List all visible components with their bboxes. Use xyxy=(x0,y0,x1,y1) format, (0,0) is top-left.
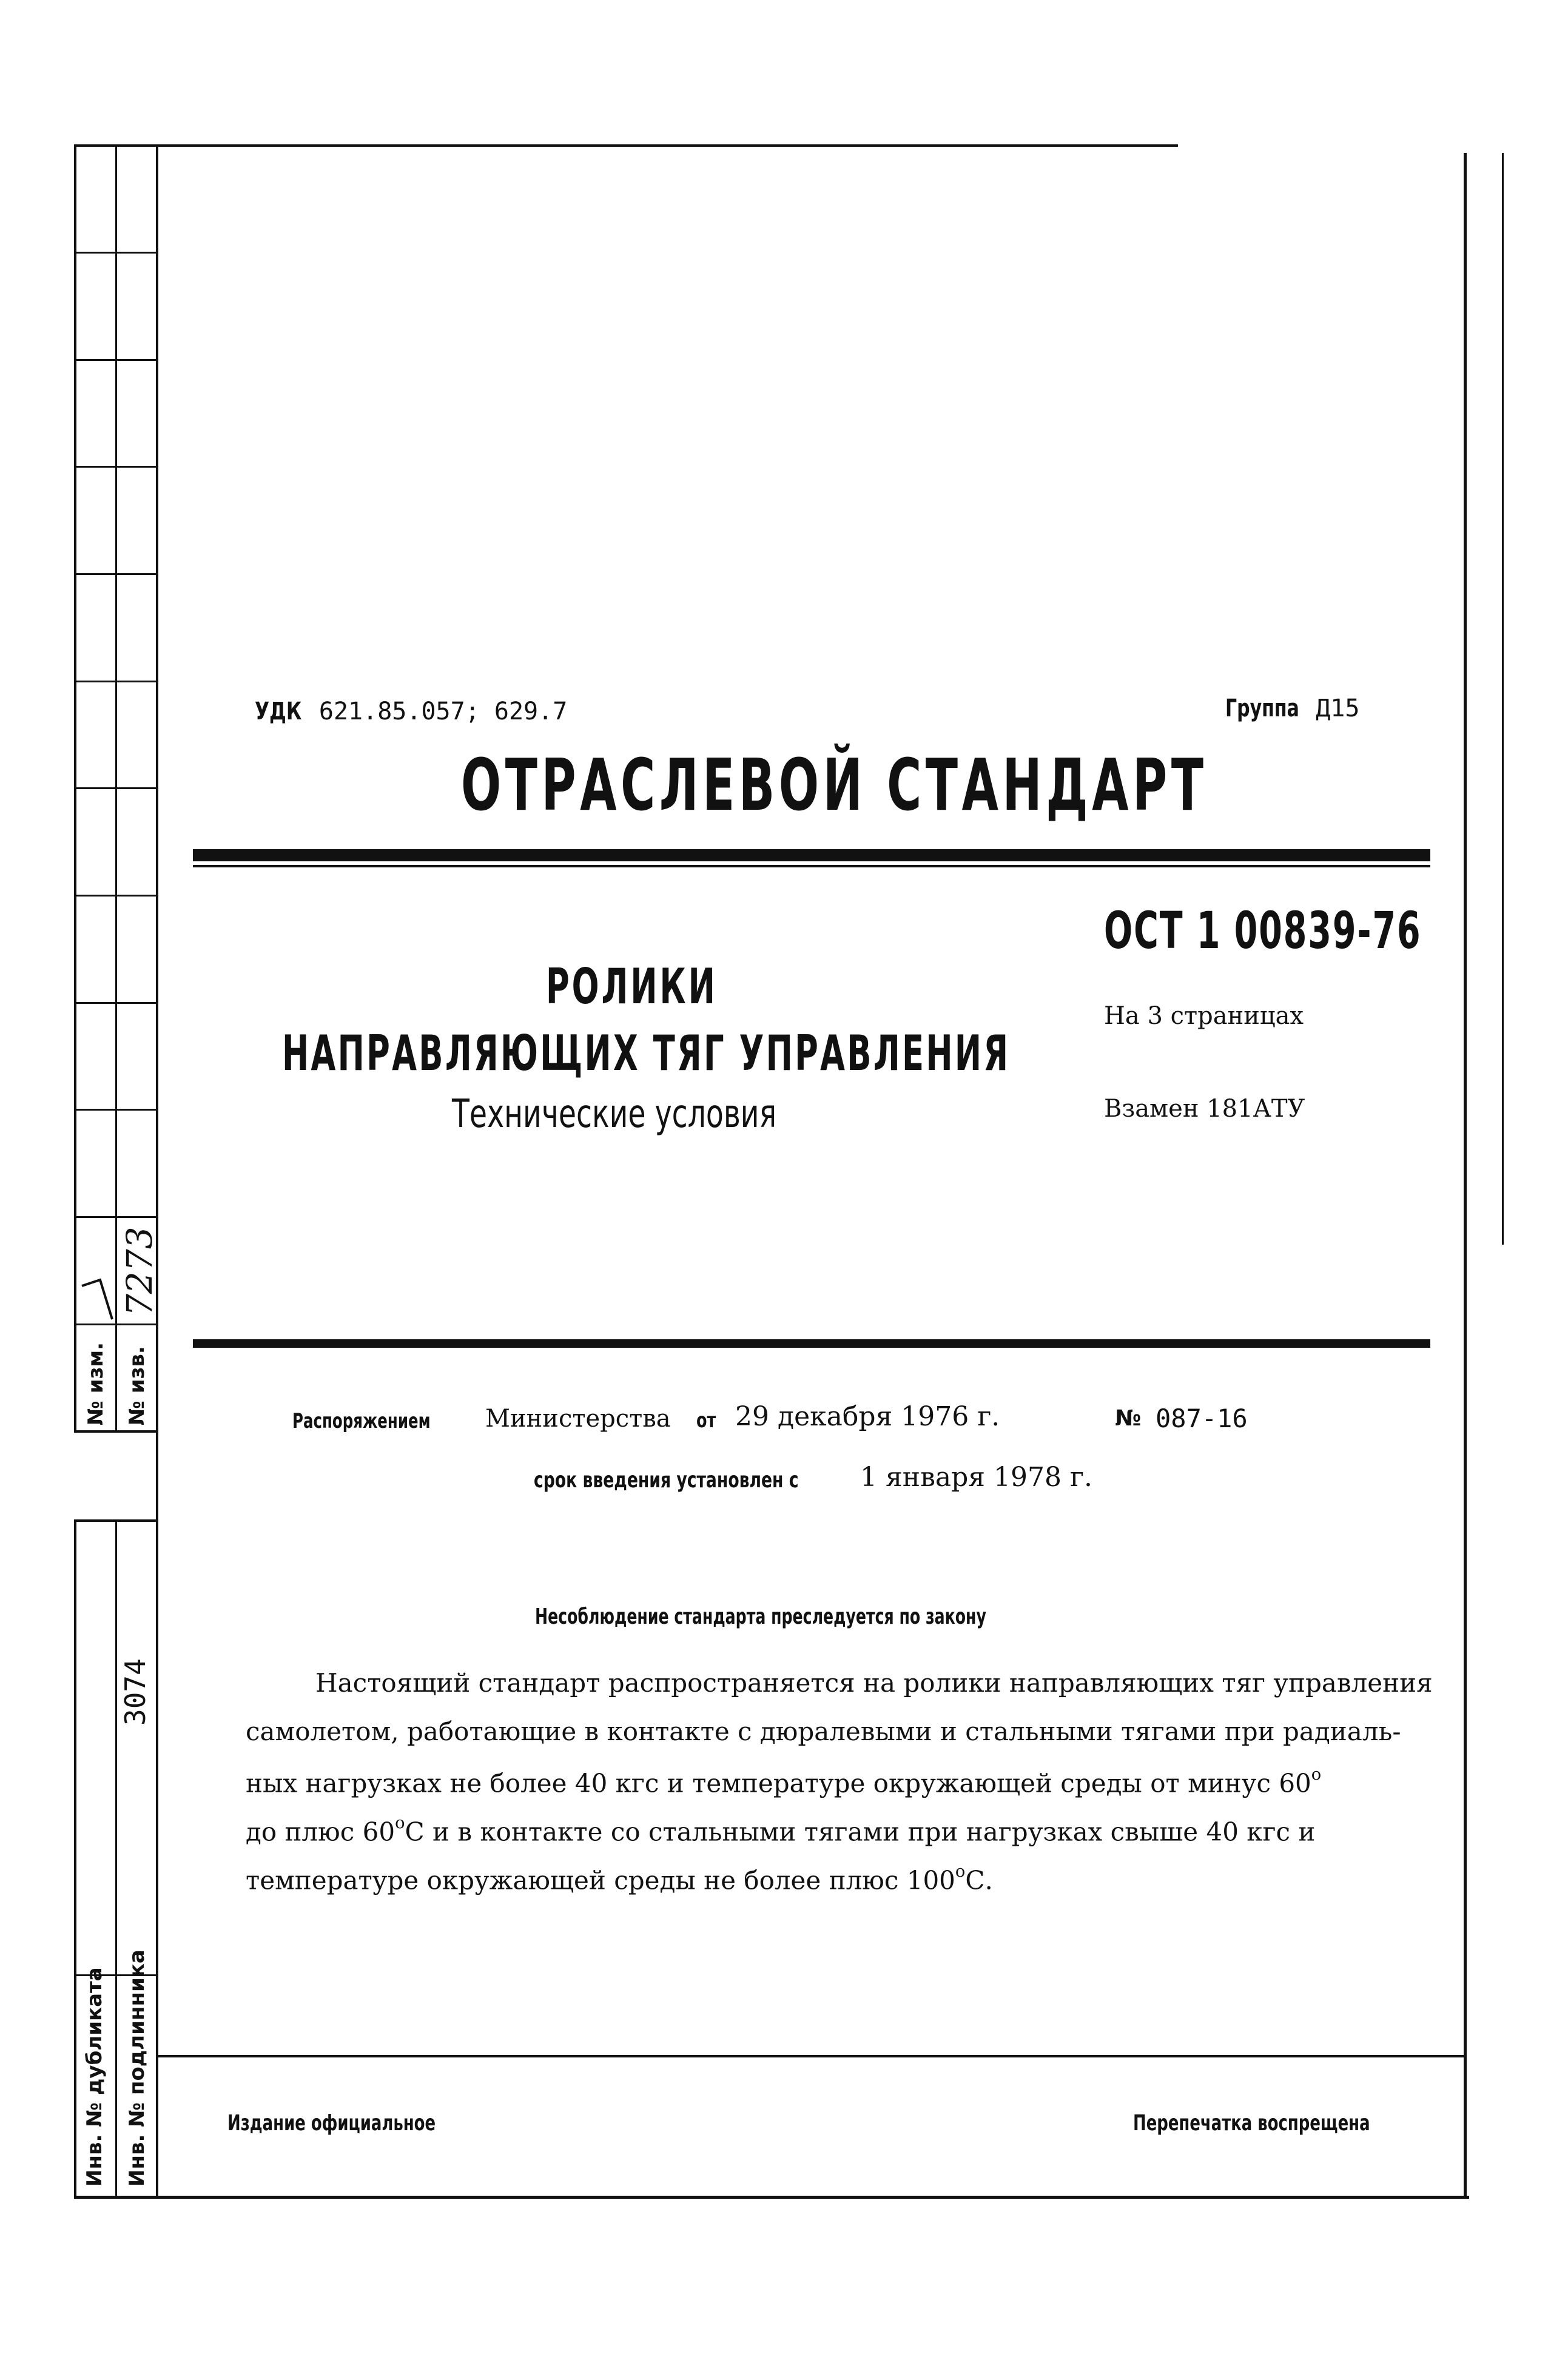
inv-original-label: Инв. № подлинника xyxy=(125,1949,149,2187)
stamp-row-line xyxy=(74,1430,158,1433)
section-rule xyxy=(193,1339,1430,1348)
intro-date: 1 января 1978 г. xyxy=(860,1462,1092,1493)
stamp-column-line-2 xyxy=(156,144,158,2198)
degree-mark: о xyxy=(395,1814,405,1832)
change-no-handwritten xyxy=(73,1243,121,1328)
group-label: Группа xyxy=(1225,695,1299,722)
body-text: С. xyxy=(965,1865,993,1895)
frame-right-outer-line xyxy=(1502,153,1504,1245)
title-rule xyxy=(193,849,1430,861)
body-text: ных нагрузках не более 40 кгс и температуре окружающей среды от минус 60 xyxy=(246,1768,1311,1798)
body-line-4 xyxy=(246,1814,1315,1846)
notice-no-label: № изв. xyxy=(125,1346,149,1425)
decree-ministry: Министерства xyxy=(485,1405,671,1433)
handwritten-one-icon xyxy=(73,1243,121,1328)
stamp-row-line xyxy=(74,681,158,682)
inv-original-value: 3074 xyxy=(119,1658,152,1726)
body-text: С и в контакте со стальными тягами при нагрузках свыше 40 кгс и xyxy=(405,1817,1316,1847)
body-line-1 xyxy=(315,1668,1433,1698)
standard-name-line1: РОЛИКИ xyxy=(546,958,718,1015)
udk-value: 621.85.057; 629.7 xyxy=(318,698,568,725)
body-text: самолетом, работающие в контакте с дюралевыми и стальными тягами при радиаль- xyxy=(246,1717,1401,1746)
frame-right-line xyxy=(1464,153,1467,2198)
standard-name-line2: НАПРАВЛЯЮЩИХ ТЯГ УПРАВЛЕНИЯ xyxy=(282,1025,1011,1081)
notice-no-handwritten: 7273 xyxy=(119,1226,160,1316)
decree-label: Распоряжением xyxy=(292,1409,431,1433)
group-line xyxy=(1225,695,1359,722)
stamp-row-line xyxy=(74,787,158,789)
body-line-2 xyxy=(246,1717,1401,1746)
body-line-3 xyxy=(246,1765,1321,1798)
stamp-row-line xyxy=(74,1519,158,1522)
body-text: до плюс 60 xyxy=(246,1817,395,1847)
stamp-row-line xyxy=(74,252,158,254)
decree-date-prefix: от xyxy=(696,1408,716,1433)
stamp-row-line xyxy=(74,359,158,361)
decree-number: 087-16 xyxy=(1156,1404,1248,1433)
title-rule-thin xyxy=(193,865,1430,867)
body-text: температуре окружающей среды не более плюс 100 xyxy=(246,1865,955,1895)
stamp-row-line xyxy=(74,573,158,575)
body-text: Настоящий стандарт распространяется на ролики направляющих тяг управления xyxy=(315,1668,1433,1698)
stamp-row-line xyxy=(74,1216,158,1218)
standard-code: ОСТ 1 00839-76 xyxy=(1104,901,1422,960)
pages-count: На 3 страницах xyxy=(1104,1002,1304,1030)
udk-label: УДК xyxy=(255,698,302,725)
decree-date: 29 декабря 1976 г. xyxy=(735,1401,1000,1432)
inv-duplicate-label: Инв. № дубликата xyxy=(82,1967,107,2187)
document-title: ОТРАСЛЕВОЙ СТАНДАРТ xyxy=(461,743,1208,827)
change-no-label: № изм. xyxy=(84,1342,108,1425)
stamp-column-line-lower xyxy=(115,1519,117,2198)
legal-notice: Несоблюдение стандарта преследуется по закону xyxy=(535,1604,986,1629)
footer-top-line xyxy=(156,2055,1466,2057)
frame-top-line xyxy=(74,144,1178,147)
intro-label: срок введения установлен с xyxy=(534,1468,799,1493)
standard-subtitle: Технические условия xyxy=(452,1092,777,1137)
stamp-row-line xyxy=(74,466,158,468)
stamp-row-line xyxy=(74,1002,158,1004)
degree-mark: о xyxy=(1311,1765,1322,1784)
decree-number-label: № xyxy=(1115,1406,1142,1431)
stamp-row-line xyxy=(74,1109,158,1111)
frame-bottom-line xyxy=(74,2196,1469,2199)
footer-official-edition: Издание официальное xyxy=(227,2111,436,2136)
body-line-5 xyxy=(246,1862,993,1895)
udk-line xyxy=(255,698,567,725)
group-value: Д15 xyxy=(1316,695,1360,722)
footer-reprint-prohibited: Перепечатка воспрещена xyxy=(1133,2111,1370,2136)
frame-left-lower-line xyxy=(74,1519,76,2198)
replaces: Взамен 181АТУ xyxy=(1104,1095,1305,1123)
stamp-row-line xyxy=(74,895,158,896)
decree-line xyxy=(292,1406,484,1434)
degree-mark: о xyxy=(955,1862,966,1881)
